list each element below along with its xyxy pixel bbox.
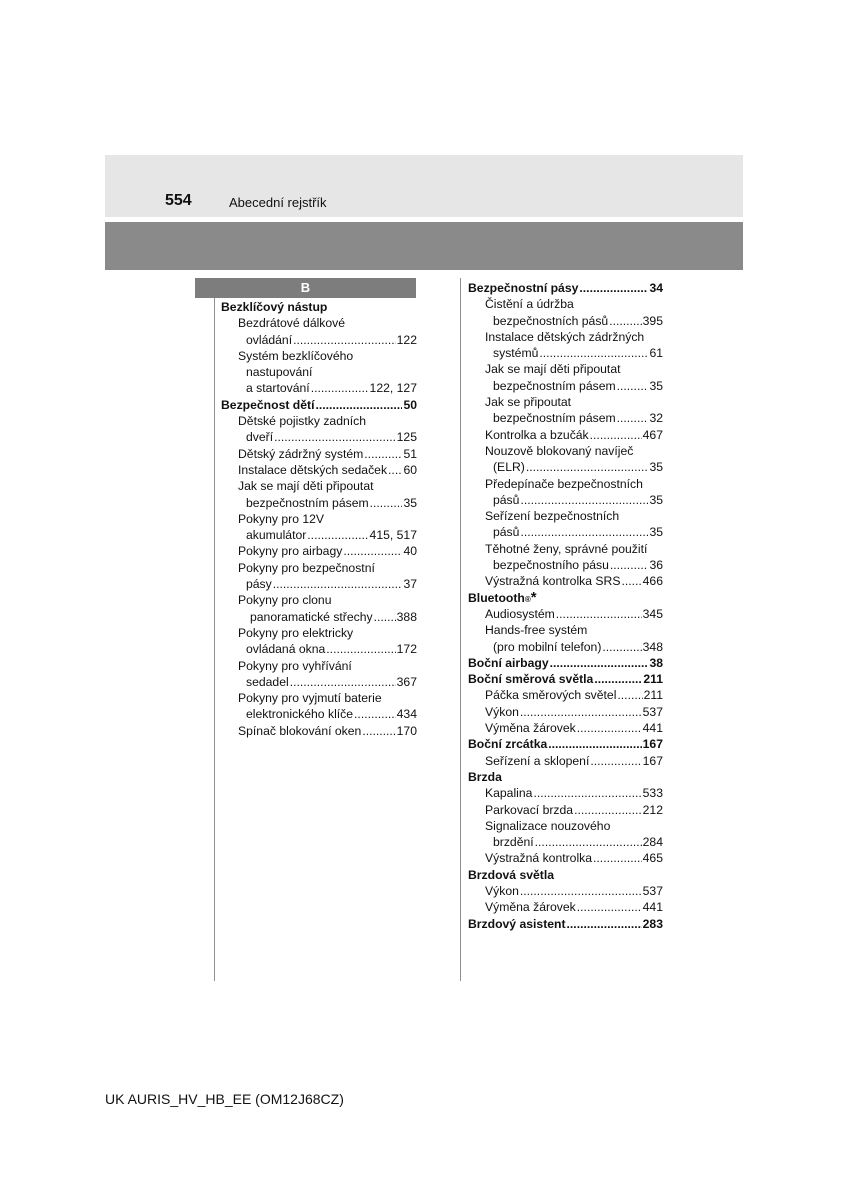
dot-leader (621, 573, 641, 589)
dot-leader (273, 576, 403, 592)
index-entry-label: Signalizace nouzového (485, 818, 611, 833)
dot-leader (520, 524, 648, 540)
dot-leader (556, 606, 642, 622)
dot-leader (526, 459, 649, 475)
index-entry (221, 299, 417, 315)
index-entry (468, 753, 663, 769)
index-entry-page: 466 (642, 574, 663, 589)
index-entry-page: 348 (642, 639, 663, 654)
index-entry (221, 543, 417, 559)
index-entry-label: Jak se mají děti připoutat (485, 362, 621, 377)
index-entry-label: Kontrolka a bzučák (485, 427, 589, 442)
footer-model-code: UK AURIS_HV_HB_EE (OM12J68CZ) (105, 1091, 344, 1107)
index-entry (468, 508, 663, 524)
dot-leader (617, 410, 649, 426)
dot-leader (343, 543, 402, 559)
index-entry-label: Pokyny pro vyjmutí baterie (238, 691, 382, 706)
index-entry (468, 280, 663, 296)
index-entry-page: 170 (396, 723, 417, 738)
dot-leader (374, 609, 396, 625)
index-entry-page: 212 (642, 802, 663, 817)
index-entry-label: Bezklíčový nástup (221, 300, 328, 314)
index-entry-page: 167 (642, 737, 663, 752)
index-entry-label: ovládání (246, 332, 293, 347)
index-entry-page: 122, 127 (369, 381, 417, 396)
index-entry (468, 296, 663, 312)
dot-leader (602, 639, 641, 655)
dot-leader (307, 527, 368, 543)
dot-leader (594, 671, 642, 687)
dot-leader (370, 495, 403, 511)
index-entry-label: Seřízení bezpečnostních (485, 509, 620, 524)
index-entry (221, 315, 417, 331)
index-entry-label: bezpečnostním pásem (246, 495, 369, 510)
index-entry (221, 690, 417, 706)
index-entry (468, 671, 663, 687)
index-entry-page: 345 (642, 606, 663, 621)
index-entry-label: (ELR) (493, 460, 525, 475)
index-entry-page: 388 (396, 609, 417, 624)
dot-leader (567, 916, 642, 932)
index-entry-label: dveří (246, 430, 274, 445)
index-entry-page: 50 (403, 397, 417, 412)
index-entry-label: elektronického klíče (246, 707, 354, 722)
dot-leader (388, 462, 402, 478)
index-entry (468, 606, 663, 622)
index-entry (468, 883, 663, 899)
dot-leader (535, 834, 642, 850)
index-entry (468, 443, 663, 459)
index-entry (221, 576, 417, 592)
index-entry-page: 35 (649, 378, 663, 393)
index-entry-label: Jak se připoutat (485, 395, 572, 410)
index-entry (468, 785, 663, 801)
dot-leader (520, 883, 642, 899)
index-entry-label: panoramatické střechy (250, 609, 373, 624)
index-entry (468, 899, 663, 915)
index-entry-label: Brzdová světla (468, 867, 555, 882)
index-entry-label: Brzda (468, 769, 502, 784)
index-entry-page: 61 (649, 346, 663, 361)
left-column-divider (214, 278, 215, 981)
header-band (105, 155, 743, 217)
index-entry (468, 720, 663, 736)
index-entry (468, 476, 663, 492)
dot-leader (617, 687, 642, 703)
index-entry (221, 397, 417, 413)
dot-leader (610, 557, 649, 573)
index-entry (221, 511, 417, 527)
index-entry-label: akumulátor (246, 528, 307, 543)
index-entry-label: pásů (493, 492, 520, 507)
index-entry-label: Boční airbagy (468, 655, 549, 670)
index-entry-label: Nouzově blokovaný navíječ (485, 443, 634, 458)
index-entry: Bluetooth ® * (468, 588, 537, 606)
index-entry (221, 706, 417, 722)
index-entry-label: Systém bezklíčového (238, 348, 354, 363)
index-entry-page: 122 (396, 332, 417, 347)
index-entry-page: 34 (649, 281, 663, 295)
index-entry-label: Pokyny pro elektricky (238, 625, 354, 640)
index-entry-page: 35 (649, 492, 663, 507)
index-entry-label: Spínač blokování oken (238, 723, 362, 738)
index-entry-label: Bezpečnostní pásy (468, 281, 579, 295)
index-entry-page: 35 (649, 525, 663, 540)
index-entry-label: Výměna žárovek (485, 900, 576, 915)
index-entry-label: Pokyny pro 12V (238, 511, 325, 526)
dot-leader (364, 446, 402, 462)
index-entry-label: (pro mobilní telefon) (493, 639, 602, 654)
asterisk-mark: * (530, 588, 537, 606)
index-entry-page: 60 (403, 462, 417, 477)
index-entry (221, 429, 417, 445)
index-entry-page: 125 (396, 430, 417, 445)
index-entry (468, 769, 663, 785)
index-entry (221, 641, 417, 657)
index-entry-page: 32 (649, 411, 663, 426)
index-entry (468, 313, 663, 329)
dot-leader (590, 753, 641, 769)
index-entry (468, 850, 663, 866)
dot-leader (290, 674, 396, 690)
index-entry-page: 40 (403, 544, 417, 559)
index-entry (221, 527, 417, 543)
center-column-divider (460, 278, 461, 981)
index-entry-page: 211 (643, 688, 663, 703)
index-entry (468, 818, 663, 834)
index-entry (468, 867, 663, 883)
index-entry-label: a startování (246, 381, 310, 396)
index-entry-page: 37 (403, 577, 417, 592)
index-entry-label: Páčka směrových světel (485, 688, 617, 703)
index-entry (468, 655, 663, 671)
index-entry-page: 38 (649, 655, 663, 670)
index-entry (221, 462, 417, 478)
index-entry-label: Instalace dětských sedaček (238, 462, 388, 477)
index-entry-page: 211 (643, 672, 663, 687)
dot-leader (548, 736, 641, 752)
dot-leader (574, 802, 642, 818)
index-entry-page: 533 (642, 786, 663, 801)
index-entry (221, 446, 417, 462)
dot-leader (293, 332, 396, 348)
index-entry-label: Seřízení a sklopení (485, 753, 590, 768)
dot-leader (274, 429, 396, 445)
index-entry-label: Předepínače bezpečnostních (485, 476, 643, 491)
index-entry-page: 36 (649, 558, 663, 573)
index-entry-page: 537 (642, 704, 663, 719)
index-entry-label: brzdění (493, 835, 534, 850)
index-entry-page: 441 (642, 900, 663, 915)
index-entry (221, 364, 417, 380)
index-entry-label: Pokyny pro clonu (238, 593, 332, 608)
index-entry-label: Jak se mají děti připoutat (238, 479, 374, 494)
index-entry-label: Výstražná kontrolka (485, 851, 593, 866)
dot-leader (590, 427, 642, 443)
index-entry-page: 172 (396, 642, 417, 657)
index-entry-label: Těhotné ženy, správné použití (485, 541, 648, 556)
index-entry (468, 622, 663, 638)
index-entry (221, 495, 417, 511)
index-entry (221, 674, 417, 690)
index-entry-page: 537 (642, 883, 663, 898)
section-title: Abecední rejstřík (229, 195, 327, 210)
index-entry-label: Dětské pojistky zadních (238, 414, 367, 429)
dot-leader (593, 850, 642, 866)
index-entry-page: 395 (642, 313, 663, 328)
dot-leader (362, 723, 395, 739)
index-entry-label: Výměna žárovek (485, 721, 576, 736)
index-entry-label: Dětský zádržný systém (238, 446, 364, 461)
index-entry (221, 625, 417, 641)
index-entry (468, 704, 663, 720)
dot-leader (577, 899, 642, 915)
index-entry-label: Boční směrová světla (468, 672, 594, 687)
index-entry (468, 916, 663, 932)
dot-leader (539, 345, 648, 361)
index-entry-label: pásů (493, 525, 520, 540)
index-entry (468, 557, 663, 573)
index-entry (468, 378, 663, 394)
dot-leader (315, 397, 402, 413)
index-entry-label: Bluetooth (468, 590, 525, 605)
index-entry-label: systémů (493, 346, 539, 361)
index-entry-page: 434 (396, 707, 417, 722)
index-entry-label: Kapalina (485, 786, 533, 801)
index-entry (221, 380, 417, 396)
index-entry-label: nastupování (246, 365, 313, 380)
index-entry-label: Výstražná kontrolka SRS (485, 574, 621, 589)
index-entry (468, 573, 663, 589)
dot-leader (579, 280, 648, 296)
index-entry-page: 51 (403, 446, 417, 461)
index-entry (221, 592, 417, 608)
index-entry (221, 609, 417, 625)
index-entry (468, 410, 663, 426)
dot-leader (550, 655, 649, 671)
index-entry (468, 361, 663, 377)
index-entry (221, 560, 417, 576)
page-number: 554 (165, 192, 192, 209)
index-entry-label: Pokyny pro vyhřívání (238, 658, 352, 673)
index-entry (468, 524, 663, 540)
index-entry-label: Brzdový asistent (468, 916, 566, 931)
index-entry-label: sedadel (246, 674, 289, 689)
index-entry-label: Výkon (485, 704, 519, 719)
index-entry-page: 35 (403, 495, 417, 510)
index-entry (468, 687, 663, 703)
index-entry-label: Boční zrcátka (468, 737, 548, 752)
index-entry-label: ovládaná okna (246, 642, 326, 657)
index-entry-page: 284 (642, 835, 663, 850)
index-entry (468, 541, 663, 557)
index-entry (468, 834, 663, 850)
index-entry-page: 167 (642, 753, 663, 768)
index-entry (468, 736, 663, 752)
index-entry-label: Hands-free systém (485, 623, 588, 638)
index-entry-label: bezpečnostních pásů (493, 313, 609, 328)
index-entry (221, 723, 417, 739)
index-entry-label: Čistění a údržba (485, 297, 574, 312)
index-entry (221, 413, 417, 429)
index-entry (468, 639, 663, 655)
index-entry-label: bezpečnostním pásem (493, 378, 616, 393)
index-entry (468, 459, 663, 475)
index-entry-label: Pokyny pro bezpečnostní (238, 560, 375, 575)
index-entry (221, 332, 417, 348)
dot-leader (520, 492, 648, 508)
dot-leader (520, 704, 642, 720)
index-letter-heading: B (195, 278, 416, 298)
index-entry (221, 348, 417, 364)
dot-leader (533, 785, 641, 801)
index-entry-page: 283 (642, 916, 663, 931)
index-entry (468, 802, 663, 818)
dot-leader (577, 720, 642, 736)
index-entry (221, 658, 417, 674)
index-entry-label: bezpečnostním pásem (493, 411, 616, 426)
index-entry-label: Pokyny pro airbagy (238, 544, 343, 559)
index-entry-label: bezpečnostního pásu (493, 558, 609, 573)
index-entry-label: Instalace dětských zádržných (485, 329, 645, 344)
index-entry (468, 492, 663, 508)
index-left-column (221, 299, 417, 739)
dot-leader (326, 641, 395, 657)
index-entry (221, 478, 417, 494)
index-entry-label: Výkon (485, 883, 519, 898)
index-entry-page: 467 (642, 427, 663, 442)
index-entry-page: 465 (642, 851, 663, 866)
dot-leader (354, 706, 396, 722)
index-entry-label: Bezdrátové dálkové (238, 316, 346, 331)
dot-leader (617, 378, 649, 394)
index-entry-label: Parkovací brzda (485, 802, 574, 817)
dot-leader (609, 313, 641, 329)
index-entry-page: 415, 517 (369, 528, 417, 543)
index-entry (468, 427, 663, 443)
index-entry (468, 329, 663, 345)
index-entry (468, 394, 663, 410)
index-entry-label: Audiosystém (485, 606, 555, 621)
index-entry-label: pásy (246, 577, 272, 592)
index-entry-page: 35 (649, 460, 663, 475)
index-entry-page: 367 (396, 674, 417, 689)
header-bar (105, 222, 743, 270)
dot-leader (311, 380, 369, 396)
index-entry-label: Bezpečnost dětí (221, 397, 315, 412)
index-entry (468, 345, 663, 361)
index-right-column (468, 280, 663, 932)
index-entry-page: 441 (642, 721, 663, 736)
